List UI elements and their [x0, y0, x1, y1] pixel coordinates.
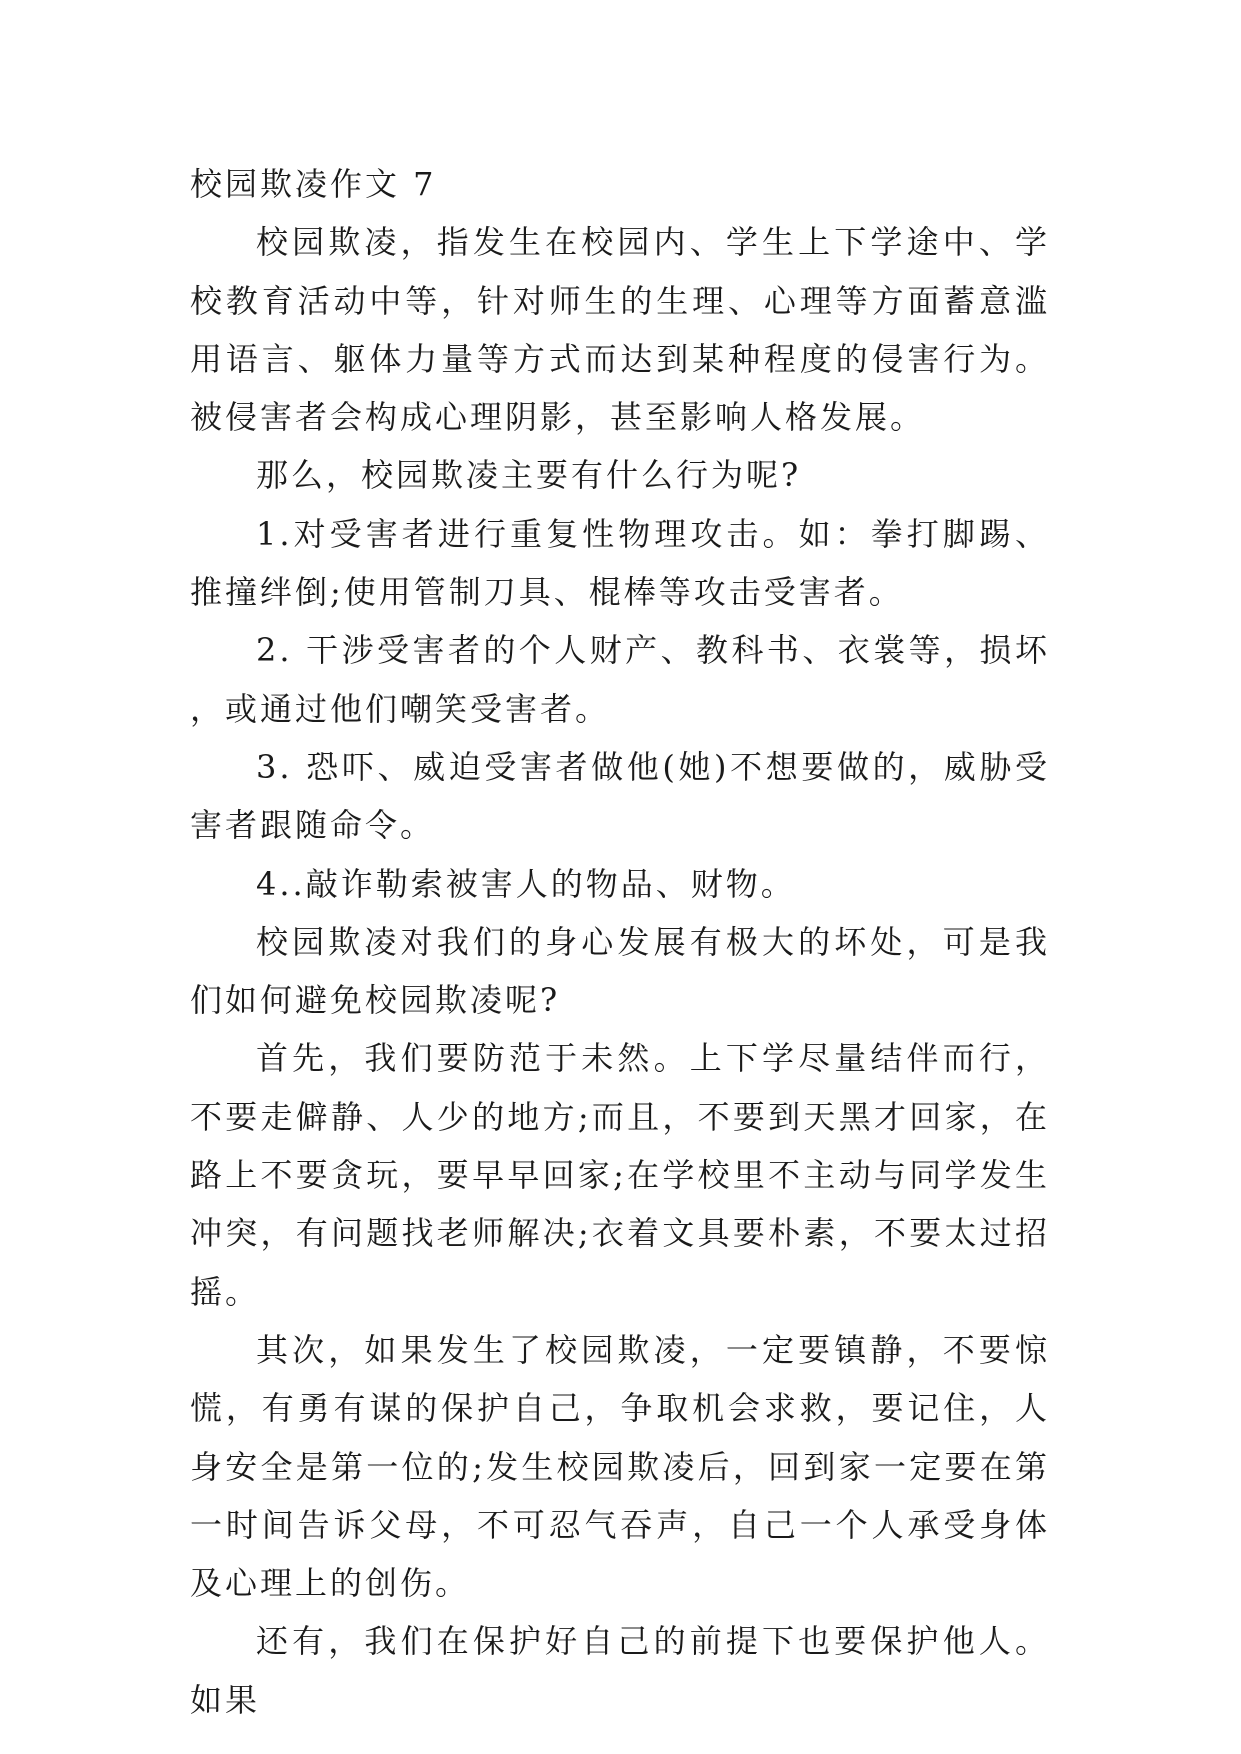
paragraph-first: 首先，我们要防范于未然。上下学尽量结伴而行，不要走僻静、人少的地方;而且，不要到天黑才回家，在路上不要贪玩，要早早回家;在学校里不主动与同学发生冲突，有问题找老师解决;衣着文具要朴素，不要太过招摇。	[190, 1039, 1050, 1311]
paragraph-definition: 校园欺凌，指发生在校园内、学生上下学途中、学校教育活动中等，针对师生的生理、心理等方面蓄意滥用语言、躯体力量等方式而达到某种程度的侵害行为。被侵害者会构成心理阴影，甚至影响人格发展。	[190, 223, 1050, 437]
document-body	[190, 155, 1050, 1729]
paragraph-item-1: 1.对受害者进行重复性物理攻击。如：拳打脚踢、推撞绊倒;使用管制刀具、棍棒等攻击受害者。	[190, 514, 1050, 612]
paragraph-third: 还有，我们在保护好自己的前提下也要保护他人。如果	[190, 1622, 1050, 1719]
paragraph-item-3: 3. 恐吓、威迫受害者做他(她)不想要做的，威胁受害者跟随命令。	[190, 747, 1050, 845]
paragraph-question-avoid: 校园欺凌对我们的身心发展有极大的坏处，可是我们如何避免校园欺凌呢?	[190, 922, 1050, 1020]
paragraph-item-2: 2. 干涉受害者的个人财产、教科书、衣裳等，损坏，或通过他们嘲笑受害者。	[190, 631, 1050, 728]
paragraph-question-behaviors: 那么，校园欺凌主要有什么行为呢?	[256, 456, 802, 495]
document-title: 校园欺凌作文 7	[190, 165, 437, 203]
paragraph-second: 其次，如果发生了校园欺凌，一定要镇静，不要惊慌，有勇有谋的保护自己，争取机会求救，要记住，人身安全是第一位的;发生校园欺凌后，回到家一定要在第一时间告诉父母，不可忍气吞声，自己一个人承受身体及心理上的创伤。	[190, 1330, 1050, 1603]
paragraph-item-4: 4..敲诈勒索被害人的物品、财物。	[256, 864, 796, 903]
